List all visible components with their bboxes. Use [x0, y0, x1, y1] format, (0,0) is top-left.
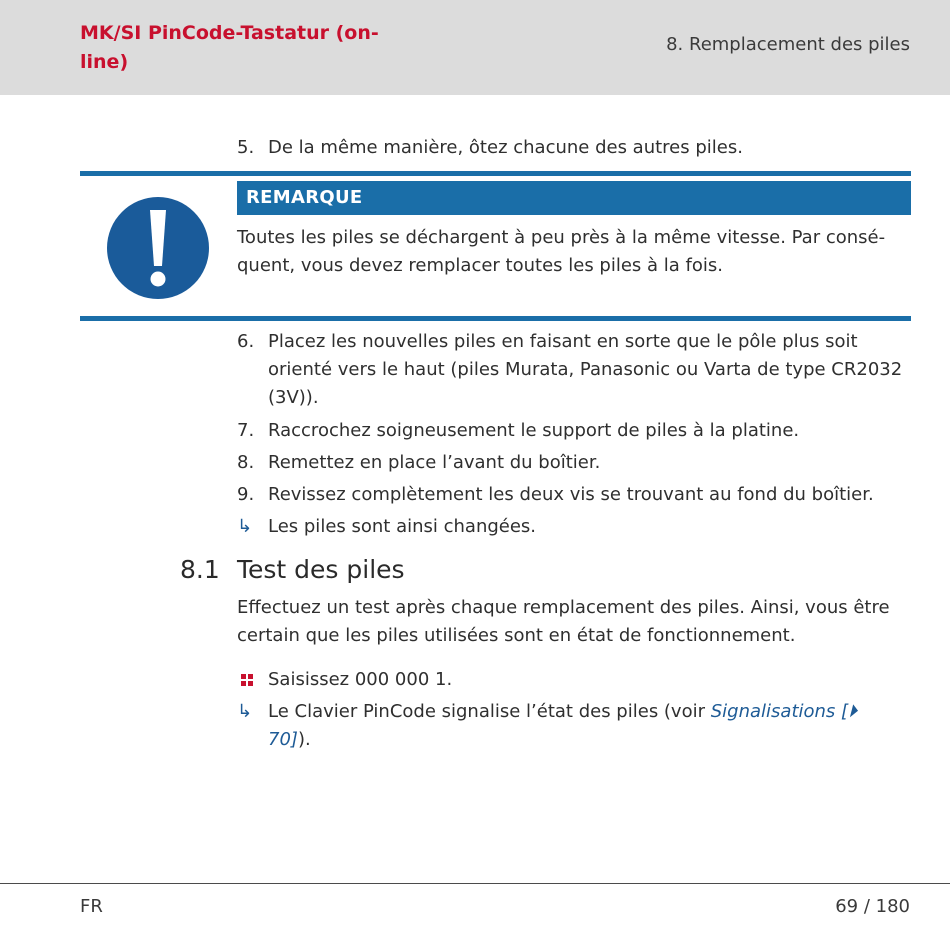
footer-rule — [0, 883, 950, 884]
step-text: Raccrochez soigneusement le support de piles à la platine. — [268, 420, 800, 441]
action-marker-icon — [241, 674, 253, 686]
result-text: Le Clavier PinCode signalise l’état des piles (voir Signalisations [⏵ 70]). — [268, 701, 858, 750]
step-text: De la même manière, ôtez chacune des autres piles. — [268, 137, 743, 158]
notice-top-rule — [80, 171, 911, 176]
document-title: MK/SI PinCode-Tastatur (on-line) — [80, 22, 379, 73]
chapter-title: 8. Remplacement des piles — [666, 34, 910, 55]
exclamation-icon — [103, 193, 213, 303]
step-text: Placez les nouvelles piles en faisant en sorte que le pôle plus soit orienté vers le haut (piles Murata, Panasonic ou Varta de type CR2032 (3V)). — [268, 331, 903, 408]
step-number: 7. — [237, 420, 255, 441]
page-reference-link[interactable]: [⏵ 70] — [268, 701, 858, 750]
result-arrow-icon: ↳ — [237, 701, 253, 722]
result-arrow-icon: ↳ — [237, 516, 253, 537]
step-number: 5. — [237, 137, 255, 158]
step-6 — [237, 328, 917, 412]
result-line — [237, 513, 917, 541]
result-line-2 — [237, 698, 877, 754]
notice-heading-bar — [237, 181, 911, 215]
step-text: Revissez complètement les deux vis se trouvant au fond du boîtier. — [268, 484, 874, 505]
section-number: 8.1 — [180, 555, 220, 584]
step-7 — [237, 417, 917, 445]
step-number: 6. — [237, 331, 255, 352]
notice-text: Toutes les piles se déchargent à peu près à la même vitesse. Par consé-quent, vous devez remplacer toutes les piles à la fois. — [237, 227, 886, 276]
section-paragraph: Effectuez un test après chaque remplacement des piles. Ainsi, vous être certain que les piles utilisées sont en état de fonctionnement. — [237, 597, 890, 646]
step-number: 8. — [237, 452, 255, 473]
page-header — [0, 0, 950, 95]
step-9 — [237, 481, 917, 509]
action-step — [237, 666, 917, 694]
notice-heading: REMARQUE — [246, 187, 363, 208]
action-text: Saisissez 000 000 1. — [268, 669, 453, 690]
result-text: Les piles sont ainsi changées. — [268, 516, 537, 537]
notice-bottom-rule — [80, 316, 911, 321]
step-8 — [237, 449, 917, 477]
step-text: Remettez en place l’avant du boîtier. — [268, 452, 601, 473]
footer-language: FR — [80, 896, 103, 917]
step-number: 9. — [237, 484, 255, 505]
page-number: 69 / 180 — [835, 896, 910, 917]
signalisations-link[interactable]: Signalisations — [710, 701, 836, 722]
section-title: Test des piles — [237, 555, 405, 584]
step-5 — [237, 134, 917, 162]
